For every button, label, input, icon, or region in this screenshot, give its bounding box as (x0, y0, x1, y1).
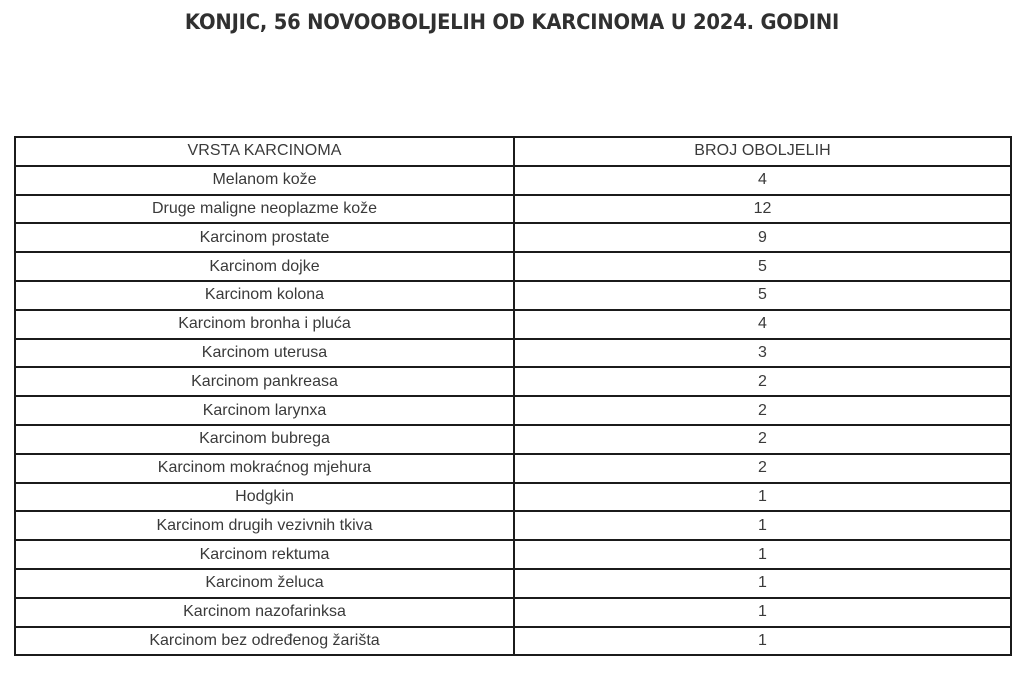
cell-cancer-type: Karcinom bubrega (15, 425, 514, 454)
table-row (15, 310, 1011, 339)
cancer-statistics-table (14, 136, 1012, 656)
cancer-table-container (14, 136, 1010, 656)
table-row (15, 598, 1011, 627)
table-row (15, 483, 1011, 512)
cell-cancer-type: Druge maligne neoplazme kože (15, 195, 514, 224)
cell-case-count: 1 (514, 569, 1011, 598)
table-row (15, 195, 1011, 224)
cell-cancer-type: Karcinom želuca (15, 569, 514, 598)
cell-case-count: 2 (514, 396, 1011, 425)
cell-case-count: 12 (514, 195, 1011, 224)
cell-case-count: 1 (514, 540, 1011, 569)
cell-case-count: 2 (514, 425, 1011, 454)
cell-cancer-type: Karcinom nazofarinksa (15, 598, 514, 627)
cell-cancer-type: Karcinom kolona (15, 281, 514, 310)
table-row (15, 511, 1011, 540)
table-row (15, 454, 1011, 483)
cell-case-count: 1 (514, 627, 1011, 656)
cell-cancer-type: Karcinom rektuma (15, 540, 514, 569)
cell-cancer-type: Karcinom prostate (15, 223, 514, 252)
table-row (15, 569, 1011, 598)
cell-cancer-type: Karcinom bez određenog žarišta (15, 627, 514, 656)
table-row (15, 252, 1011, 281)
table-row (15, 223, 1011, 252)
cell-case-count: 4 (514, 310, 1011, 339)
cell-cancer-type: Karcinom larynxa (15, 396, 514, 425)
cell-case-count: 1 (514, 511, 1011, 540)
cell-cancer-type: Karcinom drugih vezivnih tkiva (15, 511, 514, 540)
table-row (15, 367, 1011, 396)
column-header-case-count: BROJ OBOLJELIH (514, 137, 1011, 166)
table-row (15, 627, 1011, 656)
cell-cancer-type: Karcinom uterusa (15, 339, 514, 368)
cell-case-count: 2 (514, 367, 1011, 396)
table-row (15, 425, 1011, 454)
table-row (15, 396, 1011, 425)
cell-case-count: 9 (514, 223, 1011, 252)
page-title: KONJIC, 56 NOVOOBOLJELIH OD KARCINOMA U 2024. GODINI (184, 10, 840, 34)
cell-cancer-type: Karcinom pankreasa (15, 367, 514, 396)
cell-cancer-type: Hodgkin (15, 483, 514, 512)
table-row (15, 166, 1011, 195)
cell-case-count: 1 (514, 483, 1011, 512)
cell-case-count: 1 (514, 598, 1011, 627)
table-header (15, 137, 1011, 166)
table-row (15, 339, 1011, 368)
cell-case-count: 5 (514, 252, 1011, 281)
cell-case-count: 2 (514, 454, 1011, 483)
table-row (15, 540, 1011, 569)
table-header-row (15, 137, 1011, 166)
cell-cancer-type: Melanom kože (15, 166, 514, 195)
column-header-cancer-type: VRSTA KARCINOMA (15, 137, 514, 166)
table-body (15, 166, 1011, 656)
cell-cancer-type: Karcinom bronha i pluća (15, 310, 514, 339)
cell-case-count: 4 (514, 166, 1011, 195)
cell-case-count: 5 (514, 281, 1011, 310)
cell-case-count: 3 (514, 339, 1011, 368)
cell-cancer-type: Karcinom mokraćnog mjehura (15, 454, 514, 483)
table-row (15, 281, 1011, 310)
cell-cancer-type: Karcinom dojke (15, 252, 514, 281)
